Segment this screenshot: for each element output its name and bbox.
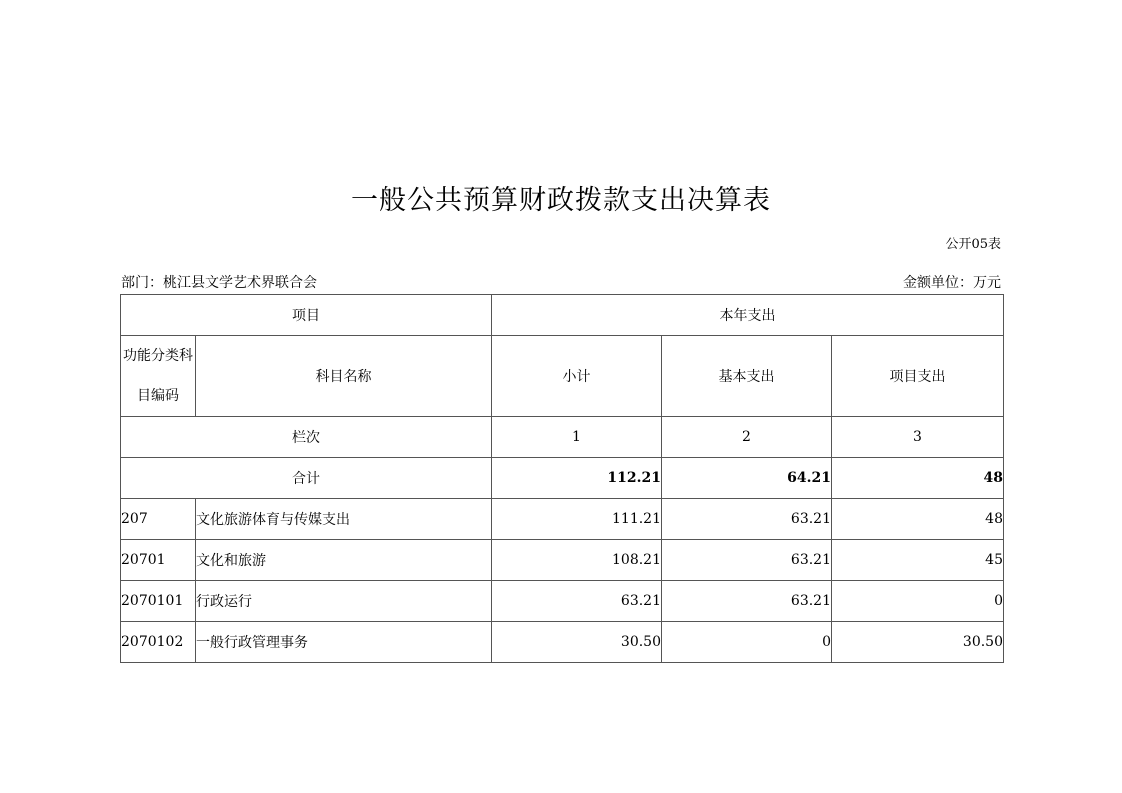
row-name: 文化旅游体育与传媒支出 [196, 499, 492, 540]
total-subtotal: 112.21 [492, 458, 662, 499]
row-name: 一般行政管理事务 [196, 622, 492, 663]
header-subtotal: 小计 [492, 336, 662, 417]
row-subtotal: 63.21 [492, 581, 662, 622]
header-subject-name: 科目名称 [196, 336, 492, 417]
row-subtotal: 30.50 [492, 622, 662, 663]
row-project: 30.50 [832, 622, 1004, 663]
amount-unit-label: 金额单位：万元 [903, 275, 1001, 291]
row-basic: 0 [662, 622, 832, 663]
row-name: 文化和旅游 [196, 540, 492, 581]
column-number-2: 2 [662, 417, 832, 458]
header-item: 项目 [121, 295, 492, 336]
row-code: 20701 [121, 540, 196, 581]
form-number: 公开05表 [945, 237, 1001, 252]
table-row [121, 622, 1004, 663]
header-basic-expense: 基本支出 [662, 336, 832, 417]
row-basic: 63.21 [662, 540, 832, 581]
total-label: 合计 [121, 458, 492, 499]
table-row [121, 499, 1004, 540]
column-number-3: 3 [832, 417, 1004, 458]
row-basic: 63.21 [662, 581, 832, 622]
row-subtotal: 108.21 [492, 540, 662, 581]
column-order-row [121, 417, 1004, 458]
table-row [121, 581, 1004, 622]
page-title: 一般公共预算财政拨款支出决算表 [351, 185, 771, 216]
row-name: 行政运行 [196, 581, 492, 622]
header-row-1 [121, 295, 1004, 336]
budget-expense-table [120, 294, 1004, 663]
row-project: 48 [832, 499, 1004, 540]
row-code: 2070102 [121, 622, 196, 663]
total-basic: 64.21 [662, 458, 832, 499]
department-label: 部门：桃江县文学艺术界联合会 [121, 275, 317, 291]
row-code: 2070101 [121, 581, 196, 622]
row-project: 0 [832, 581, 1004, 622]
column-number-1: 1 [492, 417, 662, 458]
row-code: 207 [121, 499, 196, 540]
header-row-2 [121, 336, 1004, 417]
total-row [121, 458, 1004, 499]
row-project: 45 [832, 540, 1004, 581]
header-current-year-expense: 本年支出 [492, 295, 1004, 336]
column-order-label: 栏次 [121, 417, 492, 458]
header-func-code: 功能分类科目编码 [121, 336, 196, 417]
row-subtotal: 111.21 [492, 499, 662, 540]
row-basic: 63.21 [662, 499, 832, 540]
total-project: 48 [832, 458, 1004, 499]
header-project-expense: 项目支出 [832, 336, 1004, 417]
table-row [121, 540, 1004, 581]
